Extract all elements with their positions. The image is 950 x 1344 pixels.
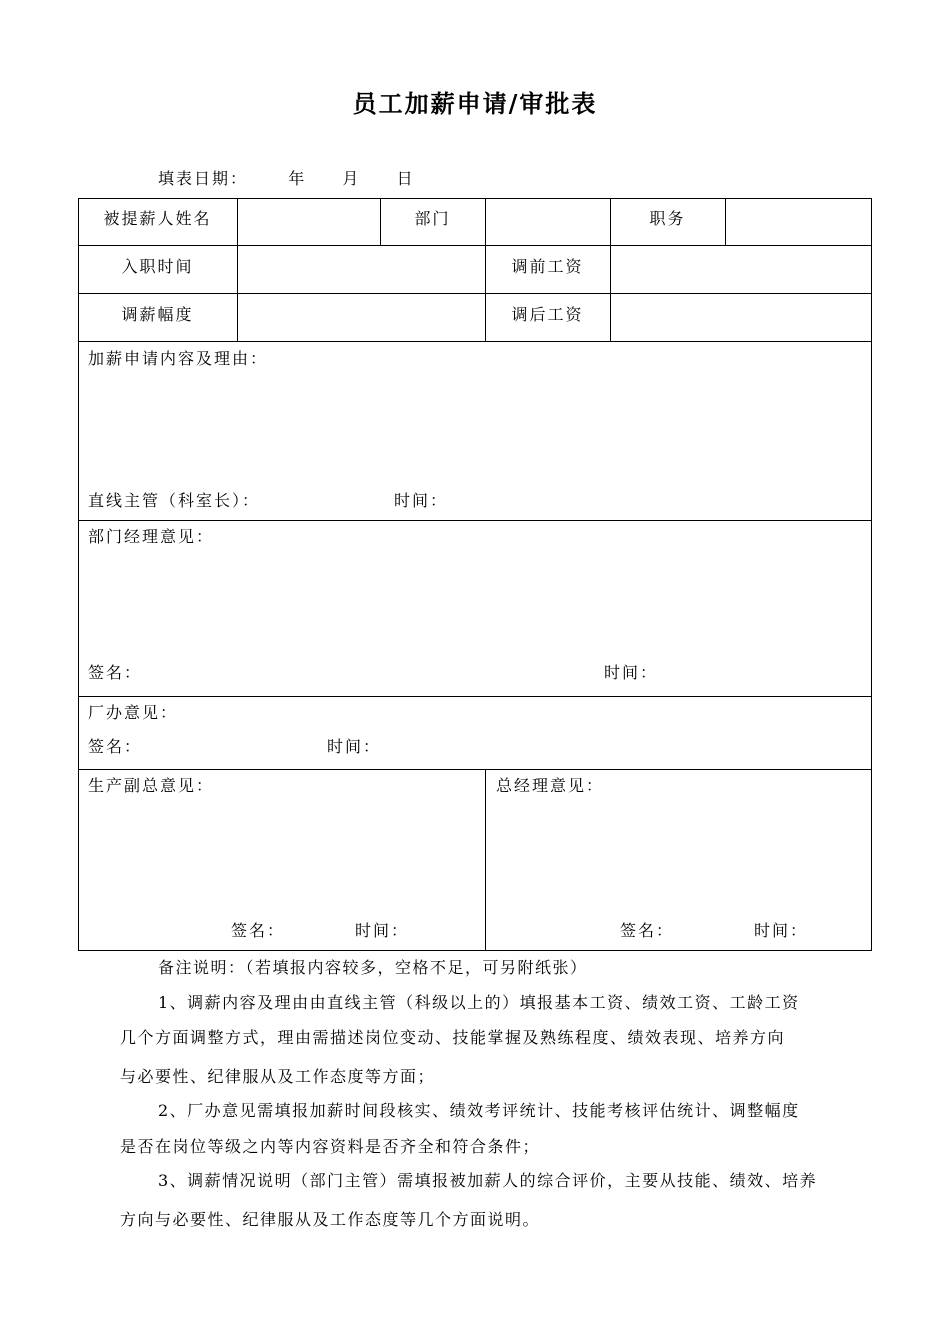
fill-date-month: 月	[342, 169, 361, 188]
factory-office-time-label: 时间：	[327, 737, 382, 756]
page-title: 员工加薪申请/审批表	[352, 89, 598, 118]
general-manager-time-label: 时间：	[754, 921, 809, 940]
fill-date-label: 填表日期：	[158, 169, 249, 188]
fill-date	[158, 166, 415, 189]
row-divider	[78, 520, 872, 521]
note-line: 是否在岗位等级之内等内容资料是否齐全和符合条件；	[120, 1137, 541, 1156]
note-line: 几个方面调整方式，理由需描述岗位变动、技能掌握及熟练程度、绩效表现、培养方向	[120, 1028, 786, 1047]
hire-date-label: 入职时间	[121, 257, 194, 276]
table-border-bottom	[78, 950, 872, 951]
general-manager-opinion-label: 总经理意见：	[496, 776, 605, 795]
fill-date-day: 日	[396, 169, 415, 188]
adjust-range-label: 调薪幅度	[121, 305, 194, 324]
dept-manager-opinion-label: 部门经理意见：	[88, 527, 215, 546]
supervisor-label: 直线主管（科室长）：	[88, 491, 261, 510]
fill-date-year: 年	[288, 169, 307, 188]
employee-name-label: 被提薪人姓名	[103, 209, 212, 228]
note-line: 2、厂办意见需填报加薪时间段核实、绩效考评统计、技能考核评估统计、调整幅度	[158, 1101, 800, 1120]
apply-time-label: 时间：	[394, 491, 449, 510]
row-divider	[78, 769, 872, 770]
position-label: 职务	[649, 209, 686, 228]
row-divider	[78, 293, 872, 294]
factory-office-opinion-label: 厂办意见：	[88, 703, 179, 722]
note-line: 与必要性、纪律服从及工作态度等方面；	[120, 1067, 436, 1086]
production-vp-sign-label: 签名：	[231, 921, 286, 940]
approval-table	[78, 198, 872, 951]
col-divider	[485, 769, 486, 951]
apply-reason-label: 加薪申请内容及理由：	[88, 349, 269, 368]
row-divider	[78, 696, 872, 697]
department-label: 部门	[414, 209, 451, 228]
salary-after-label: 调后工资	[511, 305, 584, 324]
col-divider	[725, 198, 726, 245]
note-line: 1、调薪内容及理由由直线主管（科级以上的）填报基本工资、绩效工资、工龄工资	[158, 993, 800, 1012]
dept-manager-time-label: 时间：	[604, 663, 659, 682]
production-vp-time-label: 时间：	[355, 921, 410, 940]
row-divider	[78, 341, 872, 342]
salary-before-label: 调前工资	[511, 257, 584, 276]
notes-header: 备注说明：（若填报内容较多，空格不足，可另附纸张）	[158, 958, 588, 977]
table-border-top	[78, 198, 872, 199]
col-divider	[237, 198, 238, 341]
production-vp-opinion-label: 生产副总意见：	[88, 776, 215, 795]
row-divider	[78, 245, 872, 246]
general-manager-sign-label: 签名：	[620, 921, 675, 940]
note-line: 方向与必要性、纪律服从及工作态度等几个方面说明。	[120, 1210, 541, 1229]
table-border-right	[871, 198, 872, 951]
factory-office-sign-label: 签名：	[88, 737, 143, 756]
dept-manager-sign-label: 签名：	[88, 663, 143, 682]
note-line: 3、调薪情况说明（部门主管）需填报被加薪人的综合评价，主要从技能、绩效、培养	[158, 1171, 818, 1190]
